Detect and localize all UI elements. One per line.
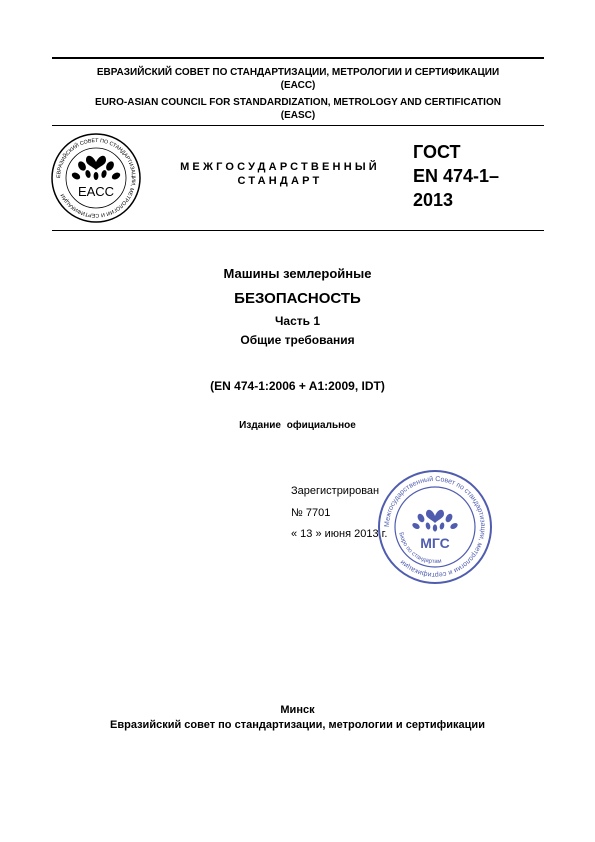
title-main: Машины землеройные <box>223 266 372 281</box>
footer-publisher: Евразийский совет по стандартизации, метрологии и сертификации <box>110 719 485 731</box>
title-part: Часть 1 <box>274 314 321 328</box>
stamp-inner-text: Бюро по стандартам <box>397 531 443 566</box>
standard-type <box>175 160 385 188</box>
registration-label: Зарегистрирован <box>291 485 380 497</box>
easc-logo <box>50 132 142 224</box>
header-rule <box>52 125 544 126</box>
mgs-stamp <box>376 468 494 586</box>
standard-designation <box>413 140 499 212</box>
registration-date: « 13 » июня 2013 г. <box>291 528 388 540</box>
designation-line3: 2013 <box>413 190 454 210</box>
council-name-en: EURO-ASIAN COUNCIL FOR STANDARDIZATION, METROLOGY AND CERTIFICATION <box>95 97 501 108</box>
reference: (EN 474-1:2006 + A1:2009, IDT) <box>210 379 385 393</box>
footer-city: Минск <box>280 704 315 716</box>
logo-text: EACC <box>77 184 115 199</box>
council-name-ru: ЕВРАЗИЙСКИЙ СОВЕТ ПО СТАНДАРТИЗАЦИИ, МЕТРОЛОГИИ И СЕРТИФИКАЦИИ <box>96 67 500 78</box>
standard-type-line1: МЕЖГОСУДАРСТВЕННЫЙ <box>180 161 380 173</box>
registration-number: № 7701 <box>291 507 331 519</box>
top-rule <box>52 57 544 59</box>
stamp-ring-text: Межгосударственный Совет по стандартизации, метрологии и сертификации <box>383 475 487 579</box>
title-rule <box>52 230 544 231</box>
title-sub: БЕЗОПАСНОСТЬ <box>234 290 361 307</box>
title-part-name: Общие требования <box>240 333 355 347</box>
logo-ring-text: ЕВРАЗИЙСКИЙ СОВЕТ ПО СТАНДАРТИЗАЦИИ, МЕТРОЛОГИИ И СЕРТИФИКАЦИИ <box>55 137 137 219</box>
stamp-text: МГС <box>420 535 450 551</box>
designation-line1: ГОСТ <box>413 142 461 162</box>
council-abbr-ru: (ЕАСС) <box>280 80 316 91</box>
edition: Издание официальное <box>239 420 356 431</box>
standard-type-line2: СТАНДАРТ <box>237 175 323 187</box>
council-abbr-en: (EASC) <box>280 110 316 121</box>
designation-line2: EN 474-1– <box>413 166 500 186</box>
